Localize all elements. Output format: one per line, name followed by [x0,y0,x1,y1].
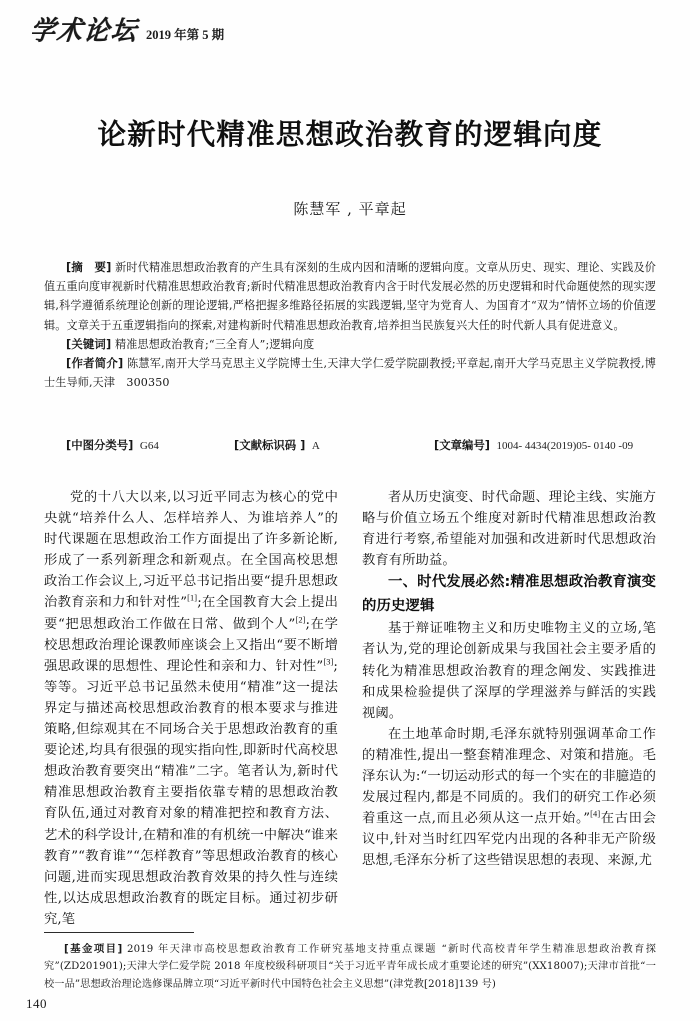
article-number-value: 1004- 4434(2019)05- 0140 -09 [496,440,634,452]
right-column [362,487,656,937]
paragraph-text: ;在全国教育大会上提出要“把思想政治工作做在日常、做到个人” [44,595,338,632]
section-heading: 一、时代发展必然:精准思想政治教育演变的历史逻辑 [362,574,656,614]
body-paragraph [362,618,656,723]
funding-note [44,941,656,993]
footnote-block [44,941,656,993]
journal-issue: 2019 年第 5 期 [146,27,225,42]
reference-marker: [2] [295,615,306,625]
document-id-value: A [311,440,320,452]
abstract-tag: [摘 要] [66,260,112,274]
author-bio-text: 陈慧军,南开大学马克思主义学院博士生,天津大学仁爱学院副教授;平章起,南开大学马克思主义学院教授,博士生导师,天津 300350 [44,357,656,390]
classification-code-value: G64 [139,440,159,452]
keywords-paragraph [44,335,656,354]
document-id-cell [234,437,434,453]
classification-code-cell [44,437,234,453]
reference-marker: [3] [323,657,334,667]
page-number: 140 [26,996,47,1011]
left-column [44,487,338,937]
body-paragraph [44,487,338,930]
keywords-tag: [关键词] [66,336,112,351]
classification-row [44,437,656,453]
paragraph-text: 党的十八大以来,以习近平同志为核心的党中央就“培养什么人、怎样培养人、为谁培养人”的时代课题在思想政治工作方面提出了许多新论断,形成了一系列新理念和新观点。在全国高校思想政治工作会议上,习近平总书记指出要“提升思想政治教育亲和力和针对性” [44,490,338,611]
paragraph-text: 基于辩证唯物主义和历史唯物主义的立场,笔者认为,党的理论创新成果与我国社会主要矛盾的转化为精准思想政治教育的理念阐发、实践推进和成果检验提供了深厚的学理滋养与鲜活的实践视阈。 [362,621,656,721]
paragraph-text: 在古田会议中,针对当时红四军党内出现的各种非无产阶级思想,毛泽东分析了这些错误思想的表现、来源,尤 [362,811,656,869]
body-paragraph [362,724,656,872]
author-list: 陈慧军 , 平章起 [293,200,407,218]
author-bio-tag: [作者简介] [66,356,124,371]
page-title: 论新时代精准思想政治教育的逻辑向度 [97,118,603,151]
body-columns [44,487,656,937]
journal-masthead [28,15,225,46]
paragraph-text: 在土地革命时期,毛泽东就特别强调革命工作的精准性,提出一整套精准理念、对策和措施。毛泽东认为:“一切运动形式的每一个实在的非臆造的发展过程内,都是不同质的。我们的研究工作必须着重这一点,而且必须从这一点开始。” [362,726,656,827]
article-number-cell [434,437,656,453]
keywords-text: 精准思想政治教育;“三全育人”;逻辑向度 [115,337,315,351]
metadata-block [44,258,656,392]
funding-note-tag: [基金项目] [64,943,123,955]
body-paragraph-continued [362,487,656,571]
funding-note-text: 2019 年天津市高校思想政治教育工作研究基地支持重点课题 “新时代高校青年学生精准思想政治教育探究”(ZD201901);天津大学仁爱学院 2018 年度校级科研项目“关于习近平青年成长成才重要论述的研究”(XX18007);天津市首批“一校一品”思想政治理论选修课品牌立项“习近平新时代中国特色社会主义思想”(津党教[2018]139 号) [44,944,656,990]
article-number-label: [文章编号] [434,438,490,452]
document-id-label: [文献标识码 ] [234,438,306,452]
journal-logo: 学术论坛 [28,15,140,46]
abstract-paragraph [44,258,656,335]
classification-code-label: [中图分类号] [66,438,134,452]
author-bio-paragraph [44,354,656,392]
footnote-divider [44,932,194,933]
paragraph-text: ;在学校思想政治理论课教师座谈会上又指出“要不断增强思政课的思想性、理论性和亲和力、针对性” [44,616,339,674]
abstract-text: 新时代精准思想政治教育的产生具有深刻的生成内因和清晰的逻辑向度。文章从历史、现实、理论、实践及价值五重向度审视新时代精准思想政治教育;新时代精准思想政治教育内含于时代发展必然的历史逻辑和时代命题使然的现实逻辑,科学遵循系统理论创新的理论逻辑,严格把握多维路径拓展的实践逻辑,坚守为党育人、为国育才“双为”情怀立场的价值逻辑。文章关于五重逻辑指向的探索,对建构新时代精准思想政治教育,培养担当民族复兴大任的时代新人具有促进意义。 [44,261,656,332]
paragraph-text: ;等等。习近平总书记虽然未使用“精准”这一提法界定与描述高校思想政治教育的根本要求与推进策略,但综观其在不同场合关于思想政治教育的重要论述,均具有很强的现实指向性,即新时代高校思想政治教育要突出“精准”二字。笔者认为,新时代精准思想政治教育主要指依靠专精的思想政治教育队伍,通过对教育对象的精准把控和教育方法、艺术的科学设计,在精和准的有机统一中解决“谁来教育”“教育谁”“怎样教育”等思想政治教育的核心问题,进而实现思想政治教育效果的持久性与连续性,以达成思想政治教育的既定目标。通过初步研究,笔 [44,658,338,927]
paragraph-text: 者从历史演变、时代命题、理论主线、实施方略与价值立场五个维度对新时代精准思想政治教育进行考察,希望能对加强和改进新时代思想政治教育有所助益。 [362,490,656,569]
reference-marker: [4] [590,809,601,819]
reference-marker: [1] [187,594,198,604]
